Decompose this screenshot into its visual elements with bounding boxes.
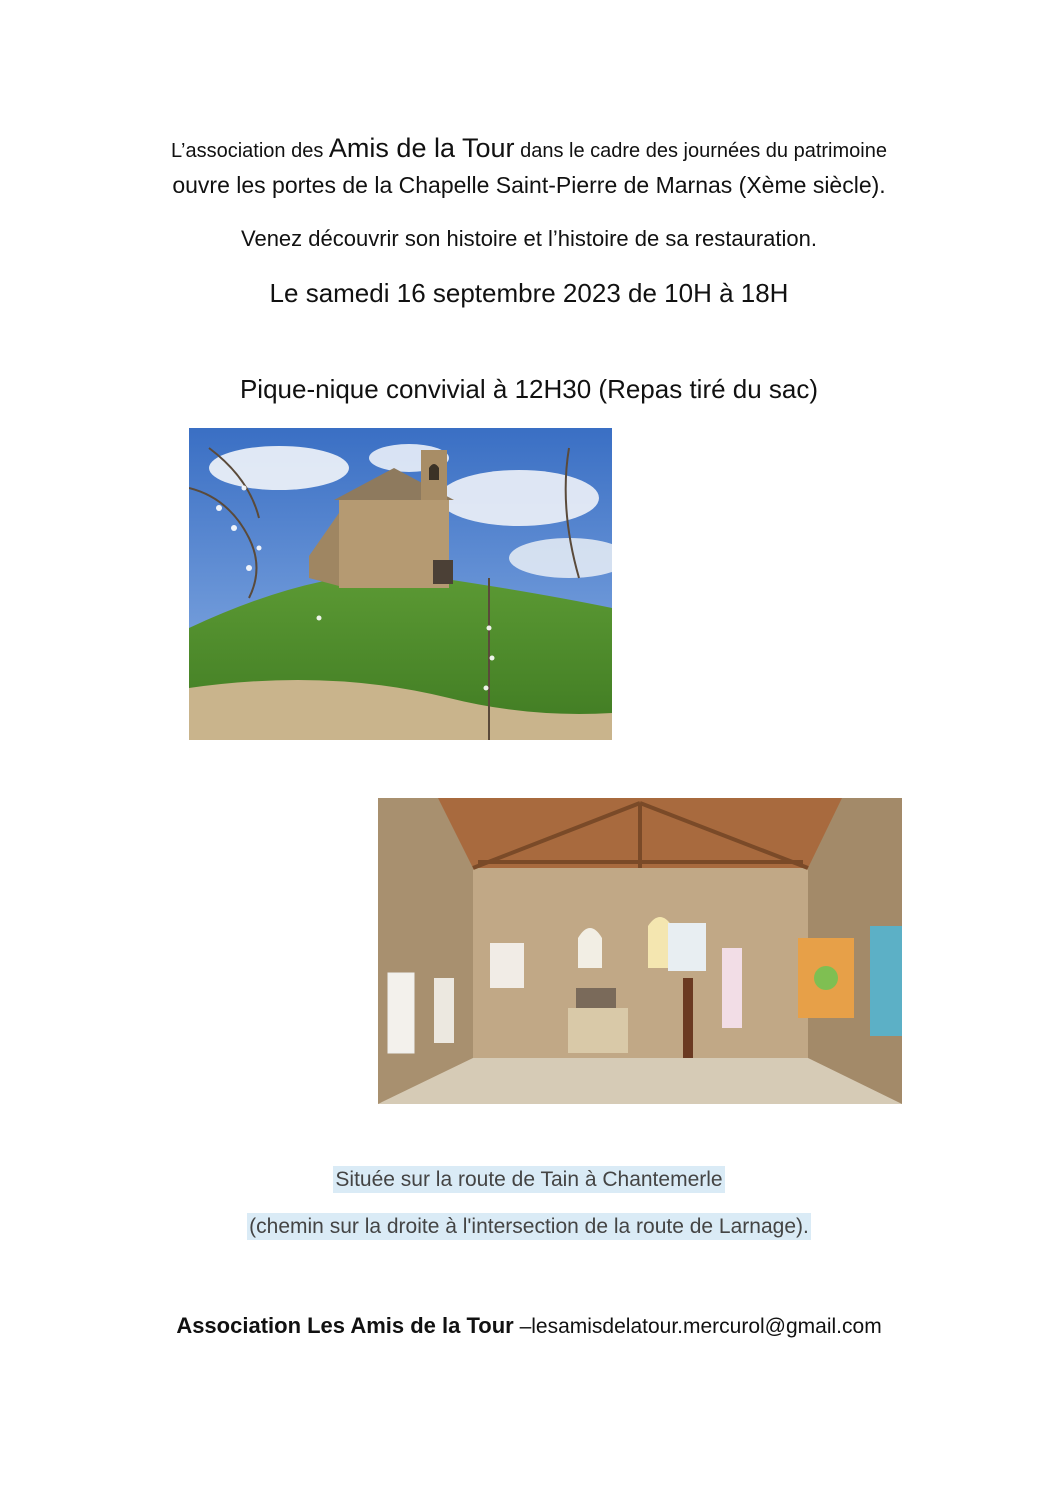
intro-prefix: L’association des bbox=[171, 140, 329, 162]
event-date: Le samedi 16 septembre 2023 de 10H à 18H bbox=[269, 278, 789, 308]
chapel-interior-photo bbox=[378, 798, 902, 1104]
footer-separator: – bbox=[513, 1315, 532, 1338]
picnic-line: Pique-nique convivial à 12H30 (Repas tiré du sac) bbox=[239, 374, 819, 404]
location-directions: (chemin sur la droite à l'intersection de la route de Larnage). bbox=[249, 1215, 809, 1238]
location-line-1 bbox=[0, 1168, 1058, 1192]
discover-line: Venez découvrir son histoire et l’histoire de sa restauration. bbox=[241, 226, 817, 251]
intro-suffix: dans le cadre des journées du patrimoine bbox=[514, 140, 887, 162]
association-name: Amis de la Tour bbox=[328, 133, 515, 163]
footer-contact bbox=[0, 1313, 1058, 1339]
opening-line: ouvre les portes de la Chapelle Saint-Pierre de Marnas (Xème siècle). bbox=[172, 172, 886, 198]
intro-line bbox=[0, 133, 1058, 164]
location-line-2 bbox=[0, 1215, 1058, 1239]
chapel-exterior-photo bbox=[189, 428, 612, 740]
location-road: Située sur la route de Tain à Chantemerle bbox=[335, 1168, 723, 1191]
footer-association-name: Association Les Amis de la Tour bbox=[176, 1313, 514, 1338]
footer-email[interactable]: lesamisdelatour.mercurol@gmail.com bbox=[531, 1315, 882, 1338]
